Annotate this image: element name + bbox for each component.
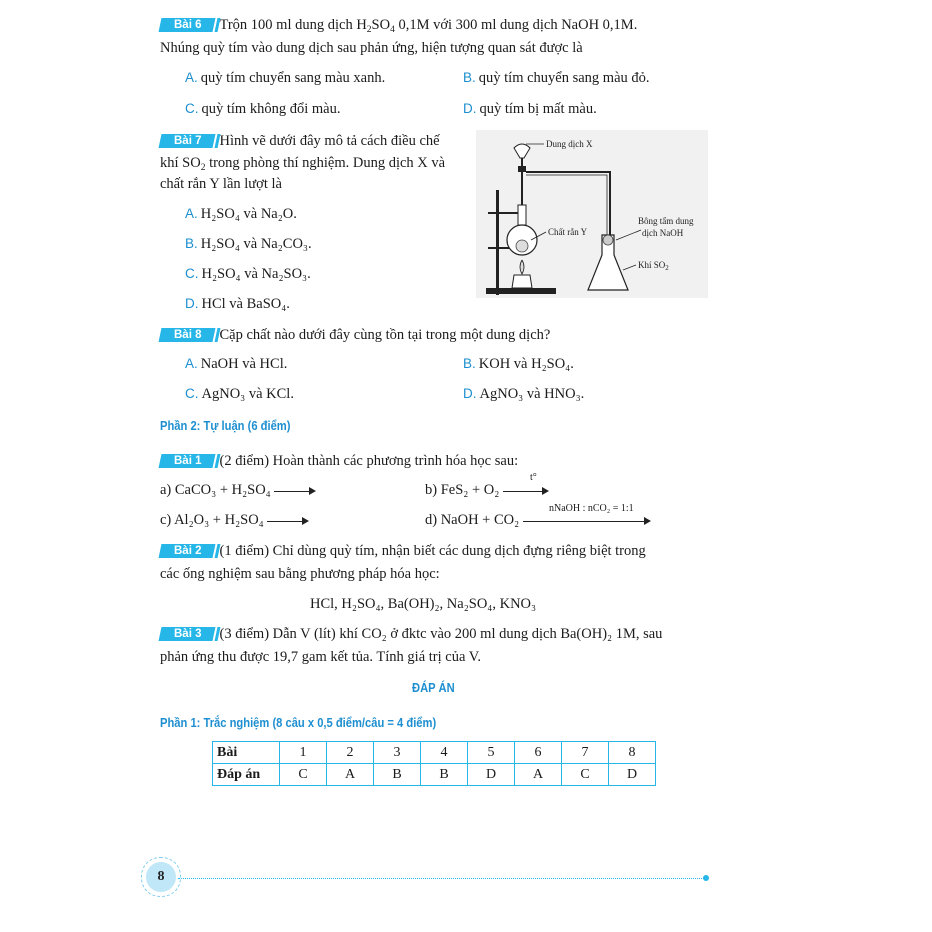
table-cell: 1 — [280, 742, 327, 764]
option-a: A. H₂SO₄ và Na₂O. — [185, 206, 297, 222]
equation-d: d) NaOH + CO₂ — [425, 510, 651, 530]
table-cell: C — [280, 764, 327, 786]
question-badge: Bài 8 — [159, 328, 215, 342]
question-badge: Bài 7 — [159, 134, 215, 148]
arrow-icon — [523, 517, 651, 525]
question-8: Bài 8 Cặp chất nào dưới đây cùng tồn tại trong một dung dịch? — [160, 324, 720, 346]
answers-part1-title: Phần 1: Trắc nghiệm (8 câu x 0,5 điểm/câu = 4 điểm) — [160, 715, 437, 730]
option-a: A. quỳ tím chuyển sang màu xanh. — [185, 70, 386, 86]
section-title-part2: Phần 2: Tự luận (6 điểm) — [160, 418, 291, 433]
essay-question-3: Bài 3 (3 điểm) Dẫn V (lít) khí CO₂ ở đktc vào 200 ml dung dịch Ba(OH)₂ 1M, sau — [160, 623, 740, 645]
equation-c: c) Al₂O₃ + H₂SO₄ — [160, 510, 309, 530]
equation-a: a) CaCO₃ + H₂SO₄ — [160, 480, 316, 500]
table-row — [213, 742, 656, 764]
essay-question-2: Bài 2 (1 điểm) Chỉ dùng quỳ tím, nhận biết các dung dịch đựng riêng biệt trong — [160, 540, 720, 562]
option-b: B. KOH và H₂SO₄. — [463, 356, 574, 372]
arrow-icon — [503, 487, 549, 495]
question-6: Bài 6 Trộn 100 ml dung dịch $H_2SO_4$ 0,1M với 300 ml dung dịch NaOH 0,1M. — [160, 14, 720, 36]
page-number: 8 — [146, 862, 176, 892]
table-cell: 2 — [327, 742, 374, 764]
table-cell: 3 — [374, 742, 421, 764]
table-row — [213, 764, 656, 786]
essay-question-3-line2: phản ứng thu được 19,7 gam kết tủa. Tính giá trị của V. — [160, 649, 481, 665]
question-7: Bài 7 Hình vẽ dưới đây mô tả cách điều chế — [160, 130, 490, 152]
table-cell: B — [421, 764, 468, 786]
table-header-cell: Bài — [213, 742, 280, 764]
question-badge: Bài 6 — [159, 18, 215, 32]
substance-list: HCl, H₂SO₄, Ba(OH)₂, Na₂SO₄, KNO₃ — [310, 596, 537, 612]
question-7-line3: chất rắn Y lần lượt là — [160, 176, 282, 192]
option-d: D. HCl và BaSO₄. — [185, 296, 290, 312]
so2-apparatus-diagram — [476, 130, 708, 298]
option-c: C. quỳ tím không đổi màu. — [185, 101, 341, 117]
table-cell: D — [468, 764, 515, 786]
option-a: A. NaOH và HCl. — [185, 356, 288, 372]
essay-question-1: Bài 1 (2 điểm) Hoàn thành các phương trình hóa học sau: — [160, 450, 720, 472]
label-cotton-1: Bông tẩm dung — [638, 216, 694, 226]
table-cell: D — [609, 764, 656, 786]
condition-b: t° — [530, 472, 537, 483]
label-gas: Khí $SO_2$ — [638, 260, 669, 272]
table-cell: 8 — [609, 742, 656, 764]
footer-dot — [703, 875, 709, 881]
essay-question-2-line2: các ống nghiệm sau bằng phương pháp hóa học: — [160, 566, 440, 582]
footer-rule — [178, 878, 706, 879]
question-badge: Bài 2 — [159, 544, 215, 558]
option-c: C. AgNO₃ và KCl. — [185, 386, 294, 402]
condition-d: nNaOH : nCO₂ = 1:1 — [549, 503, 634, 514]
equation-b: b) FeS₂ + O₂ — [425, 480, 549, 500]
table-cell: 4 — [421, 742, 468, 764]
answers-heading: ĐÁP ÁN — [412, 680, 455, 695]
burner — [512, 275, 532, 288]
stand-rod — [496, 190, 499, 295]
table-cell: A — [327, 764, 374, 786]
label-chat-ran-y: Chất rắn Y — [548, 227, 588, 237]
table-cell: A — [515, 764, 562, 786]
question-badge: Bài 1 — [159, 454, 215, 468]
label-dung-dich-x: Dung dịch X — [546, 139, 593, 149]
table-cell: 7 — [562, 742, 609, 764]
option-b: B. quỳ tím chuyển sang màu đỏ. — [463, 70, 650, 86]
table-cell: 5 — [468, 742, 515, 764]
arrow-icon — [267, 517, 309, 525]
option-d: D. AgNO₃ và HNO₃. — [463, 386, 585, 402]
table-cell: C — [562, 764, 609, 786]
question-badge: Bài 3 — [159, 627, 215, 641]
table-cell: 6 — [515, 742, 562, 764]
arrow-icon — [274, 487, 316, 495]
option-b: B. H₂SO₄ và Na₂CO₃. — [185, 236, 312, 252]
stand-base — [486, 288, 556, 294]
table-cell: B — [374, 764, 421, 786]
option-d: D. quỳ tím bị mất màu. — [463, 101, 597, 117]
answer-table — [212, 741, 656, 786]
question-7-line2: khí $SO_2$ trong phòng thí nghiệm. Dung dịch X và — [160, 155, 446, 173]
table-header-cell: Đáp án — [213, 764, 280, 786]
question-6-line2: Nhúng quỳ tím vào dung dịch sau phản ứng, hiện tượng quan sát được là — [160, 40, 583, 56]
option-c: C. H₂SO₄ và Na₂SO₃. — [185, 266, 311, 282]
label-cotton-2: dịch NaOH — [642, 228, 684, 238]
